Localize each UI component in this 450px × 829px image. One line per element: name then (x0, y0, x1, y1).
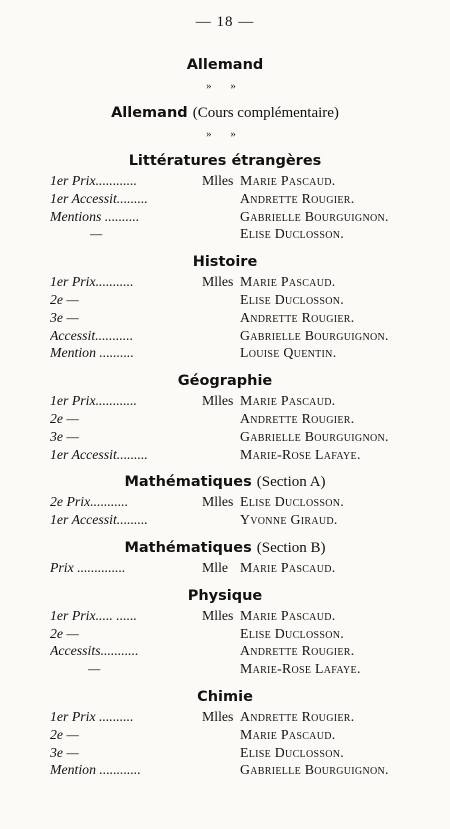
award-label: 2e — (50, 625, 79, 641)
section-geographie (0, 370, 450, 463)
award-label: 2e — (50, 291, 79, 307)
award-row (0, 273, 450, 291)
section-heading (0, 370, 450, 392)
honorific: Mlles (202, 393, 234, 409)
award-row (0, 446, 450, 464)
heading-text: Mathématiques (124, 474, 252, 491)
award-row (0, 225, 450, 243)
student-name: Gabrielle Bourguignon. (240, 762, 389, 778)
award-row (0, 344, 450, 362)
award-label: 3e — (50, 309, 79, 325)
section-litteratures-etrangeres (0, 150, 450, 243)
award-label: Prix .............. (50, 559, 126, 575)
award-row (0, 392, 450, 410)
section-histoire (0, 251, 450, 362)
heading-text: Mathématiques (124, 539, 252, 556)
section-mathematiques-b (0, 537, 450, 577)
heading-text: Géographie (177, 373, 273, 390)
ditto-marks: » » (206, 80, 244, 92)
student-name: Andrette Rougier. (240, 309, 355, 325)
section-heading (0, 585, 450, 607)
award-row (0, 327, 450, 345)
section-heading (0, 54, 450, 76)
section-heading (0, 686, 450, 708)
heading-text: Chimie (197, 688, 253, 705)
student-name: Elise Duclosson. (240, 625, 344, 641)
award-label: 1er Prix............ (50, 173, 137, 188)
award-label: 2e Prix........... (50, 494, 129, 510)
section-heading (0, 150, 450, 172)
honorific: Mlles (202, 708, 234, 724)
student-name: Andrette Rougier. (240, 708, 355, 724)
award-label: — (90, 226, 103, 242)
award-row (0, 493, 450, 511)
student-name: Elise Duclosson. (240, 744, 344, 760)
award-row (0, 660, 450, 678)
section-allemand-complementaire (0, 102, 450, 142)
award-row (0, 761, 450, 779)
award-row (0, 410, 450, 428)
student-name: Marie-Rose Lafaye. (240, 446, 361, 462)
award-row (0, 172, 450, 190)
award-label: 2e — (50, 410, 79, 426)
award-row (0, 428, 450, 446)
heading-text: Allemand (186, 57, 264, 73)
heading-text: Histoire (192, 254, 258, 271)
section-physique (0, 585, 450, 678)
award-label: 1er Prix .......... (50, 708, 134, 724)
honorific: Mlles (202, 173, 234, 188)
award-label: 2e — (50, 726, 79, 742)
award-row (0, 642, 450, 660)
student-name: Yvonne Giraud. (240, 512, 338, 528)
student-name: Gabrielle Bourguignon. (240, 327, 389, 343)
section-heading (0, 251, 450, 273)
honorific: Mlles (202, 607, 234, 623)
page-number: — 18 — (195, 14, 255, 30)
student-name: Gabrielle Bourguignon. (240, 208, 389, 224)
award-row (0, 744, 450, 762)
honorific: Mlles (202, 274, 234, 290)
award-row (0, 559, 450, 577)
student-name: Marie Pascaud. (240, 393, 336, 409)
student-name: Elise Duclosson. (240, 291, 344, 307)
award-label: 1er Prix........... (50, 274, 134, 290)
honorific: Mlle (202, 559, 229, 575)
student-name: Marie Pascaud. (240, 173, 336, 188)
award-label: 1er Prix............ (50, 393, 137, 409)
awards-list (0, 46, 450, 779)
student-name: Elise Duclosson. (240, 226, 344, 242)
section-chimie (0, 686, 450, 779)
award-label: Mention .......... (50, 345, 134, 361)
award-row (0, 607, 450, 625)
heading-text: Littératures étrangères (128, 153, 322, 169)
award-label: Mention ............ (50, 762, 141, 778)
section-allemand (0, 54, 450, 94)
award-row (0, 208, 450, 226)
student-name: Marie Pascaud. (240, 274, 336, 290)
student-name: Louise Quentin. (240, 345, 337, 361)
award-row (0, 511, 450, 529)
section-heading (0, 471, 450, 493)
student-name: Gabrielle Bourguignon. (240, 428, 389, 444)
award-row (0, 190, 450, 208)
heading-text: Allemand (111, 105, 188, 121)
award-row (0, 625, 450, 643)
award-label: 1er Accessit......... (50, 190, 148, 206)
heading-subtitle: (Cours complémentaire) (192, 105, 339, 121)
section-heading (0, 102, 450, 124)
award-row (0, 726, 450, 744)
award-label: Mentions .......... (50, 208, 140, 224)
student-name: Marie Pascaud. (240, 559, 336, 575)
award-row (0, 708, 450, 726)
student-name: Andrette Rougier. (240, 643, 355, 659)
student-name: Andrette Rougier. (240, 410, 355, 426)
heading-subtitle: (Section B) (256, 539, 326, 556)
award-label: — (88, 661, 101, 677)
heading-subtitle: (Section A) (256, 474, 326, 491)
student-name: Marie Pascaud. (240, 607, 336, 623)
student-name: Andrette Rougier. (240, 190, 355, 206)
heading-text: Physique (187, 587, 263, 604)
award-label: Accessit........... (50, 327, 134, 343)
ditto-marks: » » (206, 128, 244, 140)
award-label: 1er Accessit......... (50, 512, 148, 528)
honorific: Mlles (202, 494, 234, 510)
award-label: 3e — (50, 428, 79, 444)
award-label: Accessits........... (50, 643, 139, 659)
student-name: Elise Duclosson. (240, 494, 344, 510)
award-row (0, 291, 450, 309)
section-mathematiques-a (0, 471, 450, 529)
award-label: 3e — (50, 744, 79, 760)
section-heading (0, 537, 450, 559)
award-row (0, 309, 450, 327)
award-label: 1er Accessit......... (50, 446, 148, 462)
student-name: Marie Pascaud. (240, 726, 336, 742)
award-label: 1er Prix..... ...... (50, 607, 137, 623)
student-name: Marie-Rose Lafaye. (240, 661, 361, 677)
